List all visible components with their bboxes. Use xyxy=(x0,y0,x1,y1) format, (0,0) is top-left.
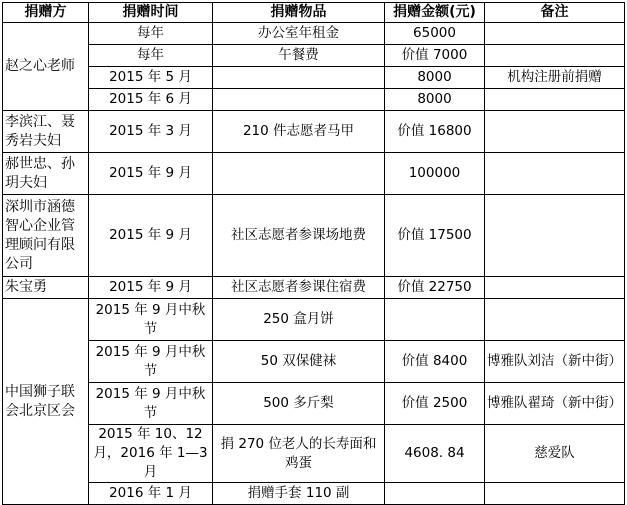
time-cell: 2015 年 6 月 xyxy=(89,89,213,111)
table-row xyxy=(3,89,625,111)
table-row xyxy=(3,67,625,89)
amount-cell: 65000 xyxy=(385,23,485,45)
item-cell xyxy=(213,67,385,89)
amount-cell: 价值 7000 xyxy=(385,45,485,67)
time-cell: 2015 年 9 月 xyxy=(89,195,213,277)
time-cell: 2015 年 9 月 xyxy=(89,277,213,299)
donor-cell: 郝世忠、孙玥夫妇 xyxy=(3,153,89,195)
amount-cell: 价值 22750 xyxy=(385,277,485,299)
table-row xyxy=(3,45,625,67)
header-item: 捐赠物品 xyxy=(213,3,385,23)
item-cell: 办公室年租金 xyxy=(213,23,385,45)
item-cell: 500 多斤梨 xyxy=(213,383,385,425)
item-cell xyxy=(213,153,385,195)
donor-cell: 李滨江、聂秀岩夫妇 xyxy=(3,111,89,153)
note-cell xyxy=(485,153,625,195)
donation-table xyxy=(2,2,625,505)
note-cell: 慈爱队 xyxy=(485,425,625,483)
time-cell: 2015 年 5 月 xyxy=(89,67,213,89)
item-cell xyxy=(213,89,385,111)
amount-cell: 4608. 84 xyxy=(385,425,485,483)
amount-cell: 8000 xyxy=(385,89,485,111)
item-cell: 社区志愿者参课场地费 xyxy=(213,195,385,277)
header-row xyxy=(3,3,625,23)
amount-cell: 价值 16800 xyxy=(385,111,485,153)
time-cell: 2015 年 9 月 xyxy=(89,153,213,195)
item-cell: 250 盒月饼 xyxy=(213,299,385,341)
note-cell xyxy=(485,23,625,45)
note-cell: 博雅队翟琦（新中街） xyxy=(485,383,625,425)
table-row xyxy=(3,425,625,483)
time-cell: 2016 年 1 月 xyxy=(89,483,213,505)
table-row xyxy=(3,23,625,45)
table-row xyxy=(3,341,625,383)
table-row xyxy=(3,483,625,505)
table-row xyxy=(3,153,625,195)
time-cell: 2015 年 10、12 月，2016 年 1—3 月 xyxy=(89,425,213,483)
header-note: 备注 xyxy=(485,3,625,23)
table-row xyxy=(3,111,625,153)
donor-cell: 赵之心老师 xyxy=(3,23,89,111)
item-cell: 50 双保健袜 xyxy=(213,341,385,383)
donor-cell: 深圳市涵德智心企业管理顾问有限公司 xyxy=(3,195,89,277)
time-cell: 每年 xyxy=(89,23,213,45)
item-cell: 捐赠手套 110 副 xyxy=(213,483,385,505)
note-cell: 博雅队刘洁（新中街） xyxy=(485,341,625,383)
note-cell xyxy=(485,299,625,341)
note-cell xyxy=(485,89,625,111)
note-cell xyxy=(485,45,625,67)
time-cell: 每年 xyxy=(89,45,213,67)
table-row xyxy=(3,383,625,425)
header-amount: 捐赠金额(元) xyxy=(385,3,485,23)
amount-cell: 价值 17500 xyxy=(385,195,485,277)
amount-cell xyxy=(385,299,485,341)
time-cell: 2015 年 9 月中秋节 xyxy=(89,383,213,425)
donor-cell: 朱宝勇 xyxy=(3,277,89,299)
amount-cell: 100000 xyxy=(385,153,485,195)
table-row xyxy=(3,195,625,277)
amount-cell xyxy=(385,483,485,505)
time-cell: 2015 年 3 月 xyxy=(89,111,213,153)
table-row xyxy=(3,299,625,341)
amount-cell: 8000 xyxy=(385,67,485,89)
note-cell xyxy=(485,277,625,299)
item-cell: 午餐费 xyxy=(213,45,385,67)
table-row xyxy=(3,277,625,299)
item-cell: 210 件志愿者马甲 xyxy=(213,111,385,153)
header-donor: 捐赠方 xyxy=(3,3,89,23)
item-cell: 捐 270 位老人的长寿面和鸡蛋 xyxy=(213,425,385,483)
amount-cell: 价值 2500 xyxy=(385,383,485,425)
item-cell: 社区志愿者参课住宿费 xyxy=(213,277,385,299)
note-cell xyxy=(485,111,625,153)
note-cell xyxy=(485,195,625,277)
header-time: 捐赠时间 xyxy=(89,3,213,23)
time-cell: 2015 年 9 月中秋节 xyxy=(89,341,213,383)
donor-cell: 中国狮子联会北京区会 xyxy=(3,299,89,505)
time-cell: 2015 年 9 月中秋节 xyxy=(89,299,213,341)
amount-cell: 价值 8400 xyxy=(385,341,485,383)
note-cell xyxy=(485,483,625,505)
note-cell: 机构注册前捐赠 xyxy=(485,67,625,89)
